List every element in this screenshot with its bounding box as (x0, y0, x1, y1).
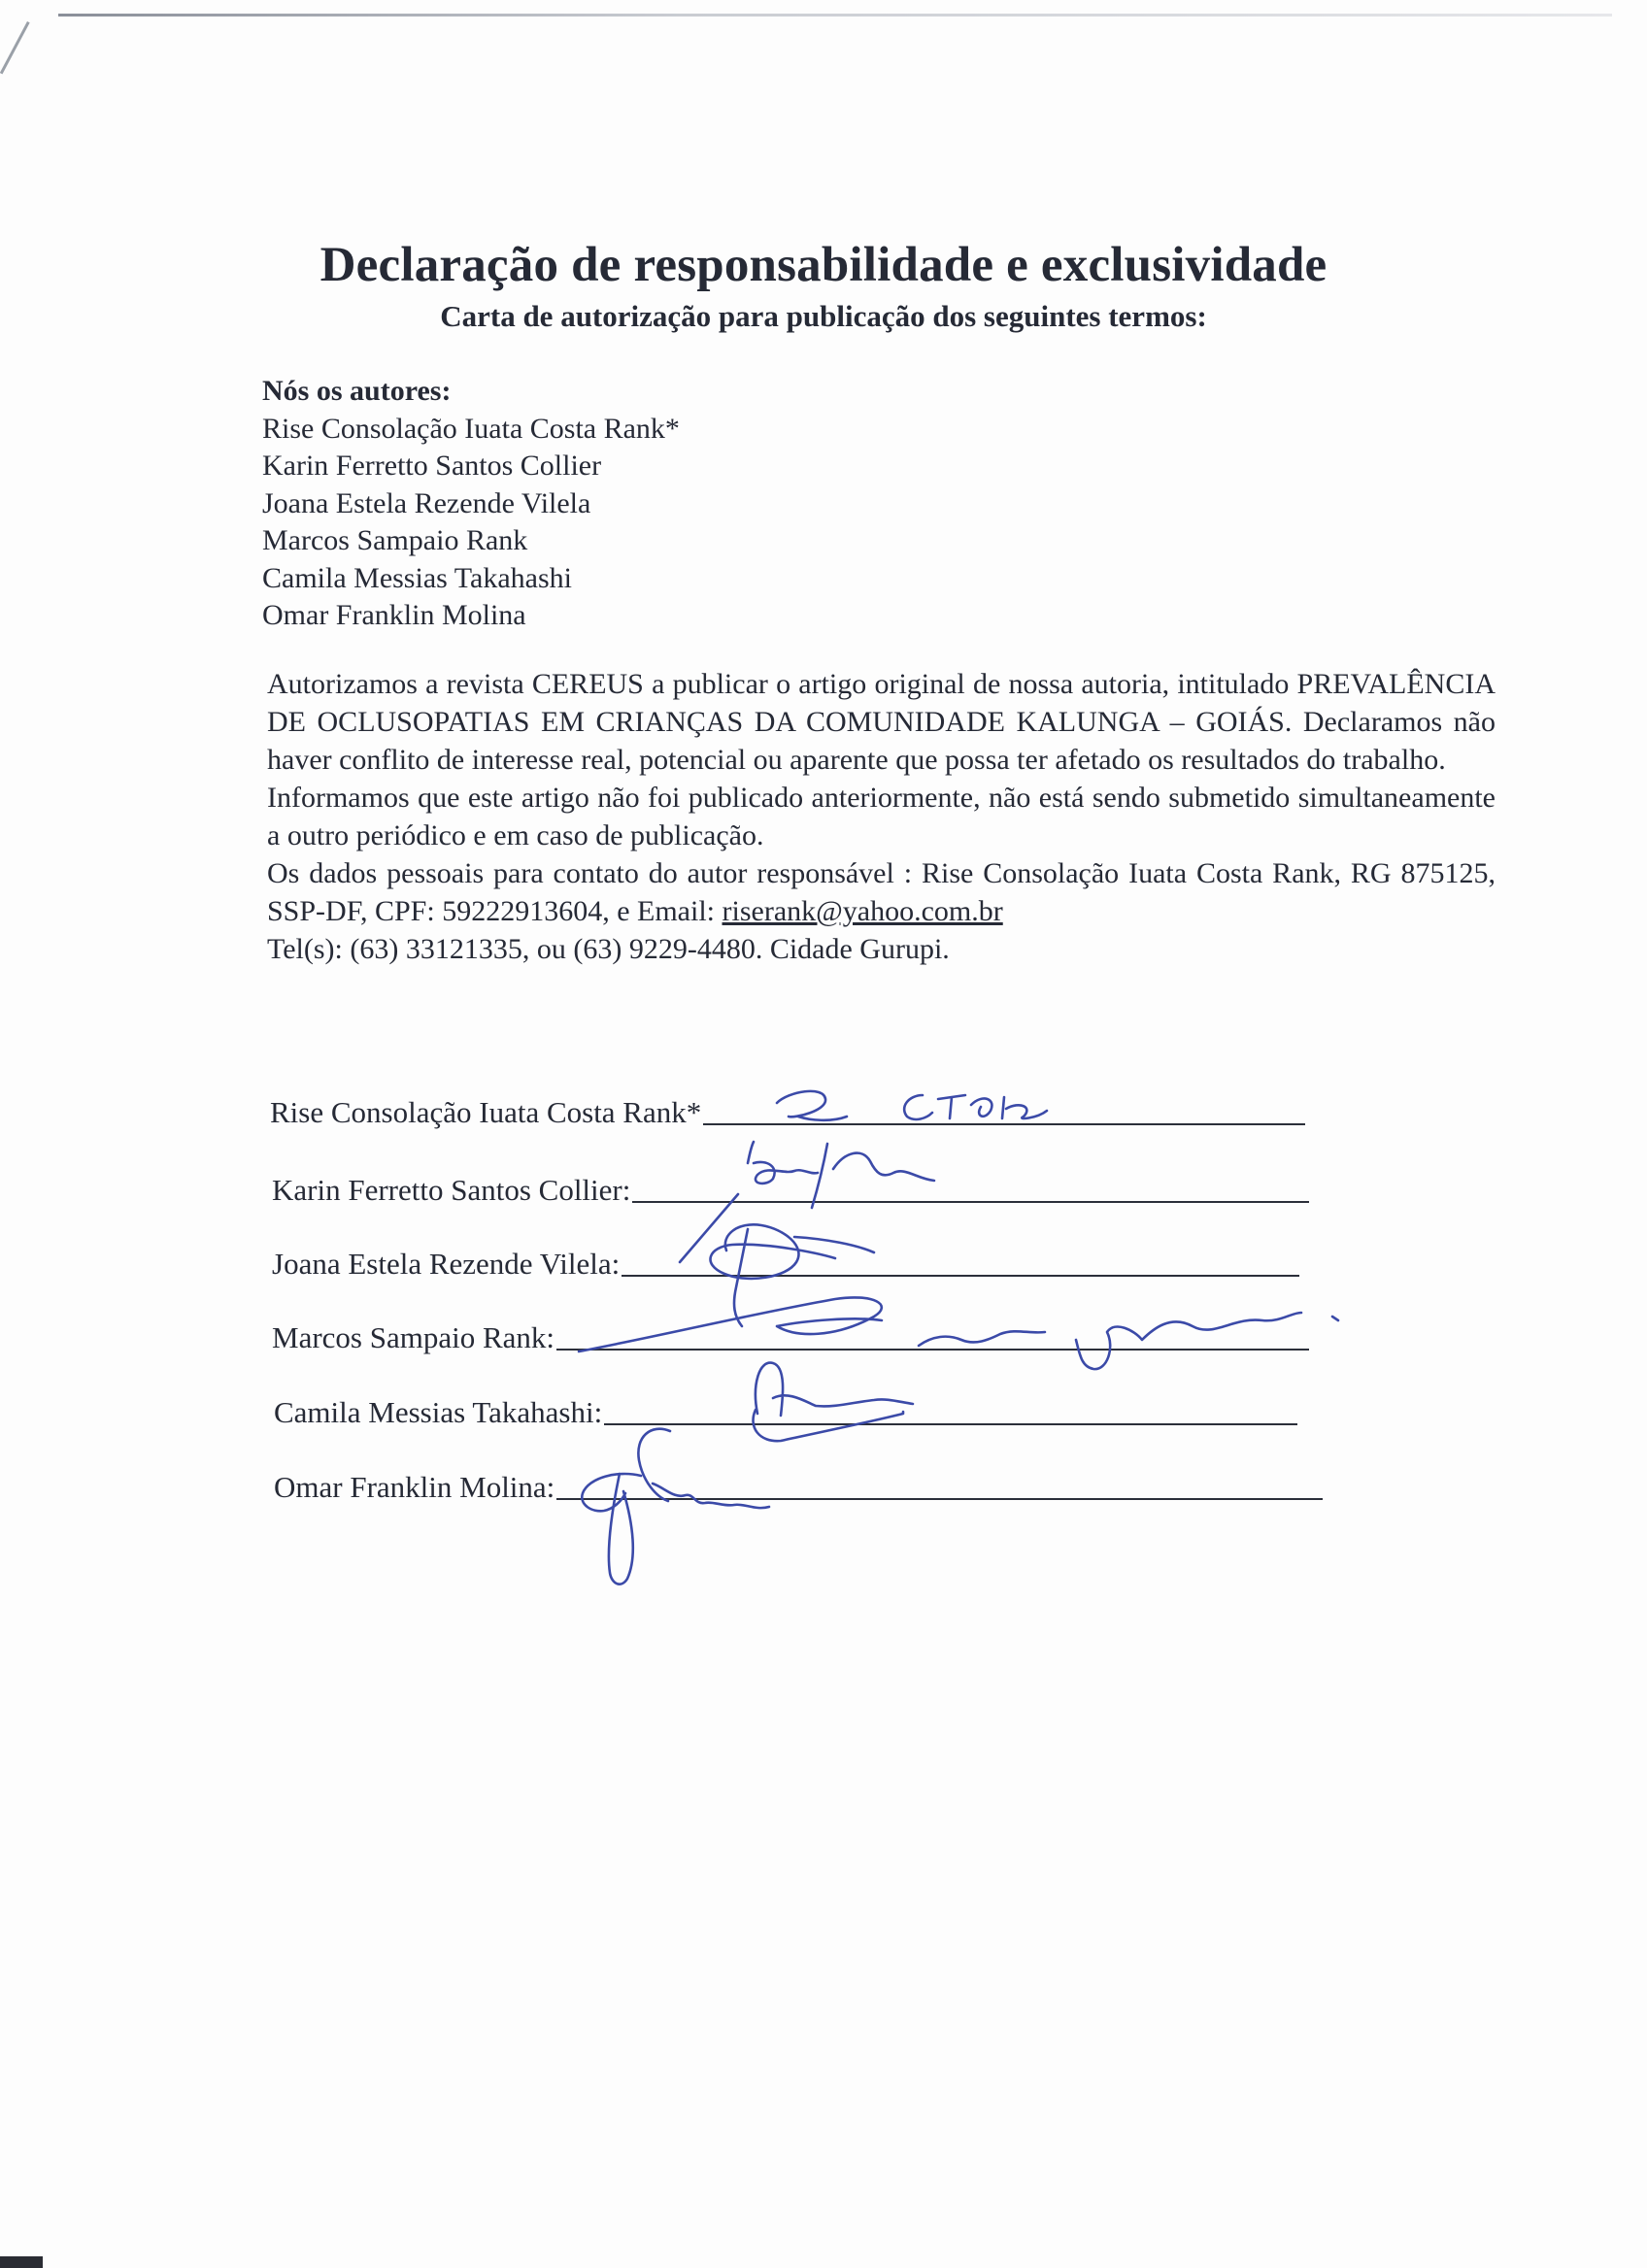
authors-heading: Nós os autores: (262, 375, 452, 407)
scan-edge-left (0, 21, 30, 74)
signature-line (272, 1320, 1309, 1355)
author-name: Karin Ferretto Santos Collier (262, 450, 602, 482)
authorization-paragraph: Autorizamos a revista CEREUS a publicar o artigo original de nossa autoria, intitulado PREVALÊNCIA DE OCLUSOPATIAS EM CRIANÇAS DA COMUNIDADE KALUNGA – GOIÁS. Declaramos não haver conflito de interesse real, potencial ou aparente que possa ter afetado os resultados do trabalho. (267, 668, 1496, 776)
author-name: Marcos Sampaio Rank (262, 524, 528, 556)
signature-line (274, 1470, 1323, 1505)
document-subtitle: Carta de autorização para publicação dos seguintes termos: (440, 299, 1207, 333)
document-title: Declaração de responsabilidade e exclusividade (319, 238, 1328, 292)
signature-underline (632, 1201, 1309, 1203)
signature-line (272, 1173, 1309, 1208)
signature-underline (703, 1123, 1305, 1125)
declaration-body (267, 665, 1496, 968)
signature-label: Marcos Sampaio Rank: (272, 1320, 555, 1354)
contact-details: Os dados pessoais para contato do autor responsável : Rise Consolação Iuata Costa Rank, RG 875125, SSP-DF, CPF: 59222913604, e Email: (267, 857, 1496, 927)
originality-paragraph: Informamos que este artigo não foi publicado anteriormente, não está sendo submetido simultaneamente a outro periódico e em caso de publicação. (267, 782, 1496, 851)
signature-underline (556, 1349, 1309, 1351)
contact-email-link[interactable]: riserank@yahoo.com.br (722, 895, 1003, 927)
signature-label: Joana Estela Rezende Vilela: (272, 1247, 621, 1281)
signature-label: Rise Consolação Iuata Costa Rank* (270, 1095, 702, 1129)
author-name: Camila Messias Takahashi (262, 561, 572, 594)
author-name: Omar Franklin Molina (262, 599, 526, 631)
scan-edge-top (58, 14, 1612, 17)
signature-line (270, 1095, 1305, 1130)
contact-paragraph (267, 854, 1496, 930)
signature-line (274, 1395, 1297, 1430)
signature-label: Camila Messias Takahashi: (274, 1395, 603, 1429)
signature-omar (582, 1429, 769, 1584)
signature-underline (556, 1498, 1323, 1500)
author-name: Rise Consolação Iuata Costa Rank* (262, 412, 680, 445)
scan-corner-mark (0, 2256, 43, 2268)
phone-paragraph: Tel(s): (63) 33121335, ou (63) 9229-4480. Cidade Gurupi. (267, 933, 950, 965)
signature-label: Karin Ferretto Santos Collier: (272, 1173, 631, 1207)
signature-label: Omar Franklin Molina: (274, 1470, 555, 1504)
signature-underline (622, 1275, 1299, 1277)
authors-block (262, 373, 680, 635)
author-name: Joana Estela Rezende Vilela (262, 486, 591, 519)
signature-underline (604, 1423, 1297, 1425)
signature-line (272, 1247, 1299, 1282)
